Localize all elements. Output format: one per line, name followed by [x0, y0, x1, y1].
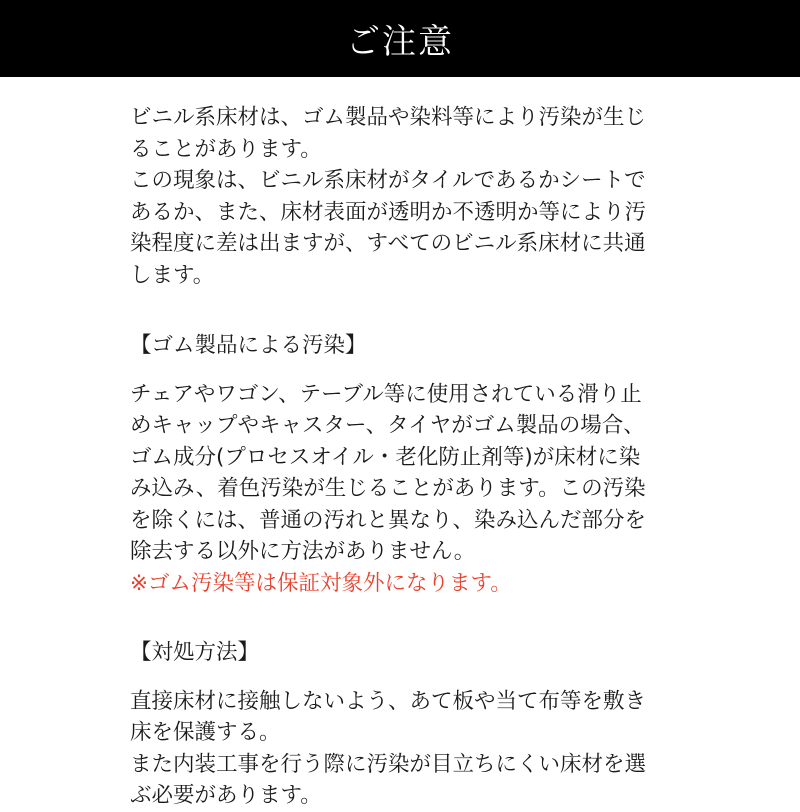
- rubber-line: ゴム成分(プロセスオイル・老化防止剤等)が床材に染: [130, 444, 641, 470]
- countermeasure-line: 直接床材に接触しないよう、あて板や当て布等を敷き: [130, 688, 647, 714]
- intro-line: ビニル系床材は、ゴム製品や染料等により汚染が生じ: [130, 105, 647, 130]
- rubber-section-heading: 【ゴム製品による汚染】: [130, 333, 367, 358]
- countermeasure-line: ぶ必要があります。: [130, 783, 322, 808]
- intro-paragraph: [130, 102, 670, 291]
- header-title: ご注意: [346, 22, 454, 62]
- intro-line: します。: [130, 262, 215, 288]
- intro-line: ることがあります。: [130, 136, 322, 162]
- countermeasure-line: 床を保護する。: [130, 720, 281, 745]
- intro-line: あるか、また、床材表面が透明か不透明か等により汚: [130, 199, 647, 225]
- rubber-line: めキャップやキャスター、タイヤがゴム製品の場合、: [130, 413, 645, 438]
- rubber-section-paragraph: [130, 379, 670, 600]
- rubber-line: チェアやワゴン、テーブル等に使用されている滑り止: [130, 381, 642, 407]
- notice-header: [0, 0, 800, 77]
- intro-line: 染程度に差は出ますが、すべてのビニル系床材に共通: [130, 231, 646, 256]
- rubber-line: み込み、着色汚染が生じることがあります。この汚染: [130, 476, 646, 501]
- countermeasure-line: また内装工事を行う際に汚染が目立ちにくい床材を選: [130, 751, 647, 777]
- notice-content: [130, 102, 670, 812]
- countermeasure-paragraph: [130, 686, 670, 812]
- rubber-line: を除くには、普通の汚れと異なり、染み込んだ部分を: [130, 507, 647, 533]
- countermeasure-section-heading: 【対処方法】: [130, 640, 260, 665]
- intro-line: この現象は、ビニル系床材がタイルであるかシートで: [130, 168, 646, 193]
- rubber-line: 除去する以外に方法がありません。: [130, 539, 476, 564]
- warning-note: ※ゴム汚染等は保証対象外になります。: [130, 570, 512, 596]
